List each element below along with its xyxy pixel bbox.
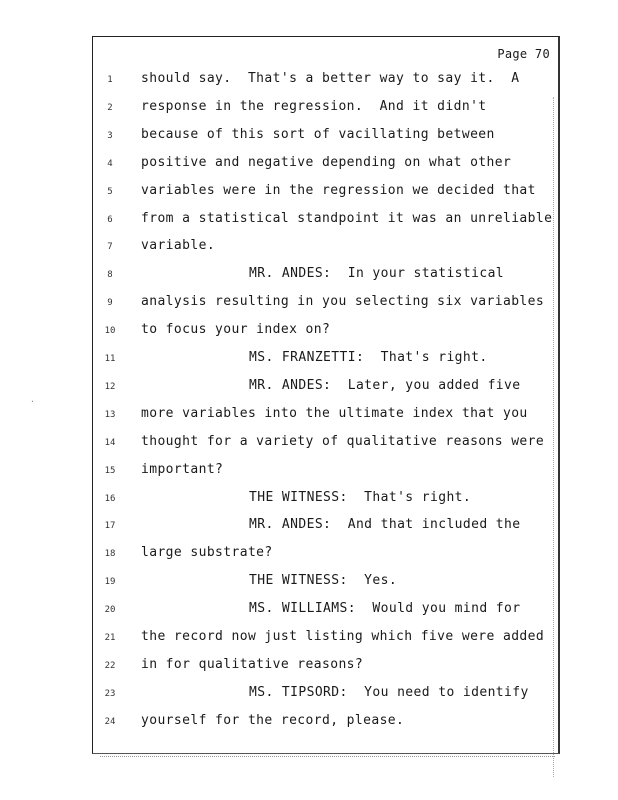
line-number: 3 xyxy=(107,130,113,141)
transcript-line xyxy=(93,713,558,741)
line-text: to focus your index on? xyxy=(141,322,331,338)
line-text: the record now just listing which five were added xyxy=(141,629,545,644)
line-text: thought for a variety of qualitative reasons were xyxy=(141,433,545,449)
line-text: important? xyxy=(141,461,224,477)
line-number: 16 xyxy=(104,493,116,504)
line-number: 12 xyxy=(104,381,116,392)
transcript-line xyxy=(93,545,558,573)
line-text: in for qualitative reasons? xyxy=(141,656,364,672)
line-number: 19 xyxy=(104,577,116,588)
transcript-line xyxy=(93,294,558,322)
transcript-line xyxy=(93,238,558,266)
line-text: response in the regression. And it didn't xyxy=(141,98,487,114)
line-text: MS. TIPSORD: You need to identify xyxy=(249,684,529,700)
line-number: 11 xyxy=(104,354,116,364)
line-number: 22 xyxy=(104,660,116,671)
line-text: because of this sort of vacillating between xyxy=(141,126,495,142)
transcript-line xyxy=(93,406,558,434)
line-number: 4 xyxy=(107,158,113,169)
line-text: analysis resulting in you selecting six variables xyxy=(141,294,545,310)
line-text: yourself for the record, please. xyxy=(141,712,405,728)
line-number: 6 xyxy=(107,214,113,225)
transcript-line xyxy=(93,490,558,518)
transcript-line xyxy=(93,378,558,406)
transcript-line xyxy=(93,462,558,490)
scan-speckle: · xyxy=(30,397,35,406)
transcript-line xyxy=(93,657,558,685)
line-text: large substrate? xyxy=(141,545,273,561)
transcript-line xyxy=(93,517,558,545)
transcript-line xyxy=(93,601,558,629)
line-text: should say. That's a better way to say it. A xyxy=(141,71,520,86)
line-number: 20 xyxy=(104,605,116,616)
scan-footer-artifact xyxy=(100,756,555,759)
transcript-line xyxy=(93,155,558,183)
transcript-line xyxy=(93,434,558,462)
transcript-line xyxy=(93,573,558,601)
line-number: 18 xyxy=(104,549,116,560)
transcript-line xyxy=(93,266,558,294)
scan-edge-artifact xyxy=(551,97,554,777)
line-text: MS. FRANZETTI: That's right. xyxy=(249,350,488,365)
line-number: 17 xyxy=(104,521,116,532)
transcript-line xyxy=(93,685,558,713)
transcript-page xyxy=(92,36,560,754)
transcript-body xyxy=(93,37,558,753)
line-text: MR. ANDES: And that included the xyxy=(249,517,521,533)
line-text: MS. WILLIAMS: Would you mind for xyxy=(249,601,521,617)
line-number: 15 xyxy=(104,465,116,476)
line-number: 8 xyxy=(107,270,113,281)
line-number: 9 xyxy=(107,298,113,309)
line-number: 2 xyxy=(107,102,113,113)
line-number: 23 xyxy=(104,688,116,699)
line-text: THE WITNESS: That's right. xyxy=(249,489,472,505)
transcript-line xyxy=(93,350,558,378)
transcript-line xyxy=(93,629,558,657)
transcript-line xyxy=(93,211,558,239)
transcript-line xyxy=(93,127,558,155)
line-number: 1 xyxy=(107,75,113,85)
line-text: more variables into the ultimate index that you xyxy=(141,405,528,421)
line-text: variables were in the regression we decided that xyxy=(141,182,536,198)
line-text: THE WITNESS: Yes. xyxy=(249,573,398,589)
line-number: 5 xyxy=(107,186,113,197)
transcript-line xyxy=(93,99,558,127)
line-number: 14 xyxy=(104,437,116,448)
line-number: 24 xyxy=(104,716,116,727)
line-number: 10 xyxy=(104,326,116,337)
line-text: MR. ANDES: Later, you added five xyxy=(249,377,521,393)
line-text: MR. ANDES: In your statistical xyxy=(249,266,505,282)
line-text: positive and negative depending on what other xyxy=(141,154,512,170)
transcript-line xyxy=(93,183,558,211)
transcript-line xyxy=(93,71,558,99)
page-number: Page 70 xyxy=(497,47,550,61)
transcript-line xyxy=(93,322,558,350)
line-number: 7 xyxy=(107,242,113,253)
line-text: variable. xyxy=(141,238,216,254)
line-number: 13 xyxy=(104,409,116,420)
line-text: from a statistical standpoint it was an unreliable xyxy=(141,210,553,226)
line-number: 21 xyxy=(104,633,116,643)
